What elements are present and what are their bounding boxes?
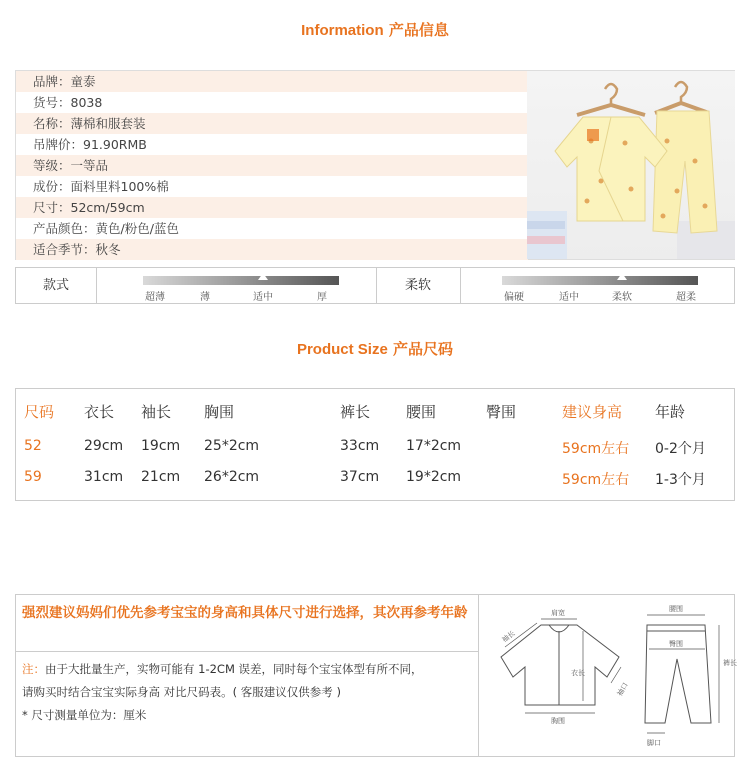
divider — [16, 651, 478, 652]
info-row-season: 适合季节：秋冬 — [16, 239, 528, 260]
softness-tick-3: 超柔 — [676, 292, 696, 303]
info-row-price: 吊牌价：91.90RMB — [16, 134, 528, 155]
style-tick-3: 厚 — [317, 292, 327, 303]
header-chest: 胸围 — [204, 403, 235, 421]
style-scale-label: 款式 — [42, 278, 69, 293]
style-scale-bar — [143, 276, 339, 285]
info-row-material: 成份：面料里料100%棉 — [16, 176, 528, 197]
header-age: 年龄 — [655, 403, 686, 421]
divider — [460, 268, 461, 303]
unit-note: * 尺寸测量单位为：厘米 — [22, 708, 147, 722]
error-note-line1 — [22, 661, 423, 677]
diagram-label-chest: 胸围 — [551, 717, 565, 725]
table-cell: 52 — [24, 438, 42, 454]
error-note-text: 由于大批量生产，实物可能有 1-2CM 误差，同时每个宝宝体型有所不同， — [45, 662, 423, 676]
diagram-label-pants-length: 裤长 — [723, 659, 737, 667]
diagram-label-cuff: 袖口 — [615, 681, 630, 698]
softness-scale-bar — [502, 276, 698, 285]
softness-tick-2: 柔软 — [612, 292, 632, 303]
info-row-brand: 品牌：童泰 — [16, 71, 528, 92]
diagram-label-leg-opening: 脚口 — [647, 739, 661, 747]
table-cell: 19*2cm — [406, 469, 462, 485]
note-prefix: 注： — [22, 662, 45, 676]
diagram-label-hip: 臀围 — [669, 640, 683, 648]
table-cell: 29cm — [84, 438, 124, 454]
diagram-label-waist: 腰围 — [669, 605, 683, 613]
measurement-diagram — [479, 595, 737, 756]
size-table — [15, 388, 735, 501]
product-size-title-cn: 产品尺码 — [393, 340, 454, 358]
table-cell: 26*2cm — [204, 469, 260, 485]
softness-scale-label: 柔软 — [404, 278, 431, 293]
info-row-size: 尺寸：52cm/59cm — [16, 197, 528, 218]
header-sleeve-length: 袖长 — [141, 403, 172, 421]
table-cell: 59cm左右 — [562, 441, 630, 457]
product-size-title — [0, 338, 750, 359]
divider — [96, 268, 97, 303]
style-scale-marker — [258, 273, 268, 280]
size-notes-panel — [15, 594, 735, 757]
header-height: 建议身高 — [562, 403, 623, 421]
table-cell: 0-2个月 — [655, 441, 706, 457]
product-info-list — [16, 71, 528, 260]
table-cell: 19cm — [141, 438, 181, 454]
product-info-panel — [15, 70, 735, 260]
information-title-cn: 产品信息 — [388, 21, 449, 39]
information-title — [0, 19, 750, 40]
header-waist: 腰围 — [406, 403, 437, 421]
softness-tick-0: 偏硬 — [504, 292, 524, 303]
table-cell: 33cm — [340, 438, 380, 454]
table-cell: 31cm — [84, 469, 124, 485]
information-title-en: Information — [301, 22, 384, 39]
diagram-label-shoulder: 肩宽 — [551, 609, 565, 617]
info-row-colors: 产品颜色：黄色/粉色/蓝色 — [16, 218, 528, 239]
style-tick-2: 适中 — [253, 292, 273, 303]
style-tick-1: 薄 — [200, 292, 210, 303]
table-cell: 1-3个月 — [655, 472, 706, 488]
product-size-title-en: Product Size — [296, 341, 388, 358]
header-pants-length: 裤长 — [340, 403, 371, 421]
header-top-length: 衣长 — [84, 403, 115, 421]
fabric-scales — [15, 267, 735, 304]
table-cell: 21cm — [141, 469, 181, 485]
table-cell: 17*2cm — [406, 438, 462, 454]
diagram-label-body-length: 衣长 — [571, 669, 585, 677]
info-row-name: 名称：薄棉和服套装 — [16, 113, 528, 134]
info-row-item-no: 货号：8038 — [16, 92, 528, 113]
softness-scale-marker — [617, 273, 627, 280]
product-photo — [527, 71, 735, 259]
header-size: 尺码 — [24, 403, 55, 421]
error-note-line2: 请购买时结合宝宝实际身高 对比尺码表。( 客服建议仅供参考 ) — [22, 685, 341, 699]
table-cell: 59cm左右 — [562, 472, 630, 488]
table-cell: 25*2cm — [204, 438, 260, 454]
softness-tick-1: 适中 — [559, 292, 579, 303]
height-advice: 强烈建议妈妈们优先参考宝宝的身高和具体尺寸进行选择，其次再参考年龄 — [22, 605, 468, 621]
table-cell: 59 — [24, 469, 42, 485]
style-tick-0: 超薄 — [145, 292, 165, 303]
header-hip: 臀围 — [486, 403, 517, 421]
info-row-grade: 等级：一等品 — [16, 155, 528, 176]
diagram-label-sleeve: 袖长 — [500, 629, 517, 645]
table-cell: 37cm — [340, 469, 380, 485]
